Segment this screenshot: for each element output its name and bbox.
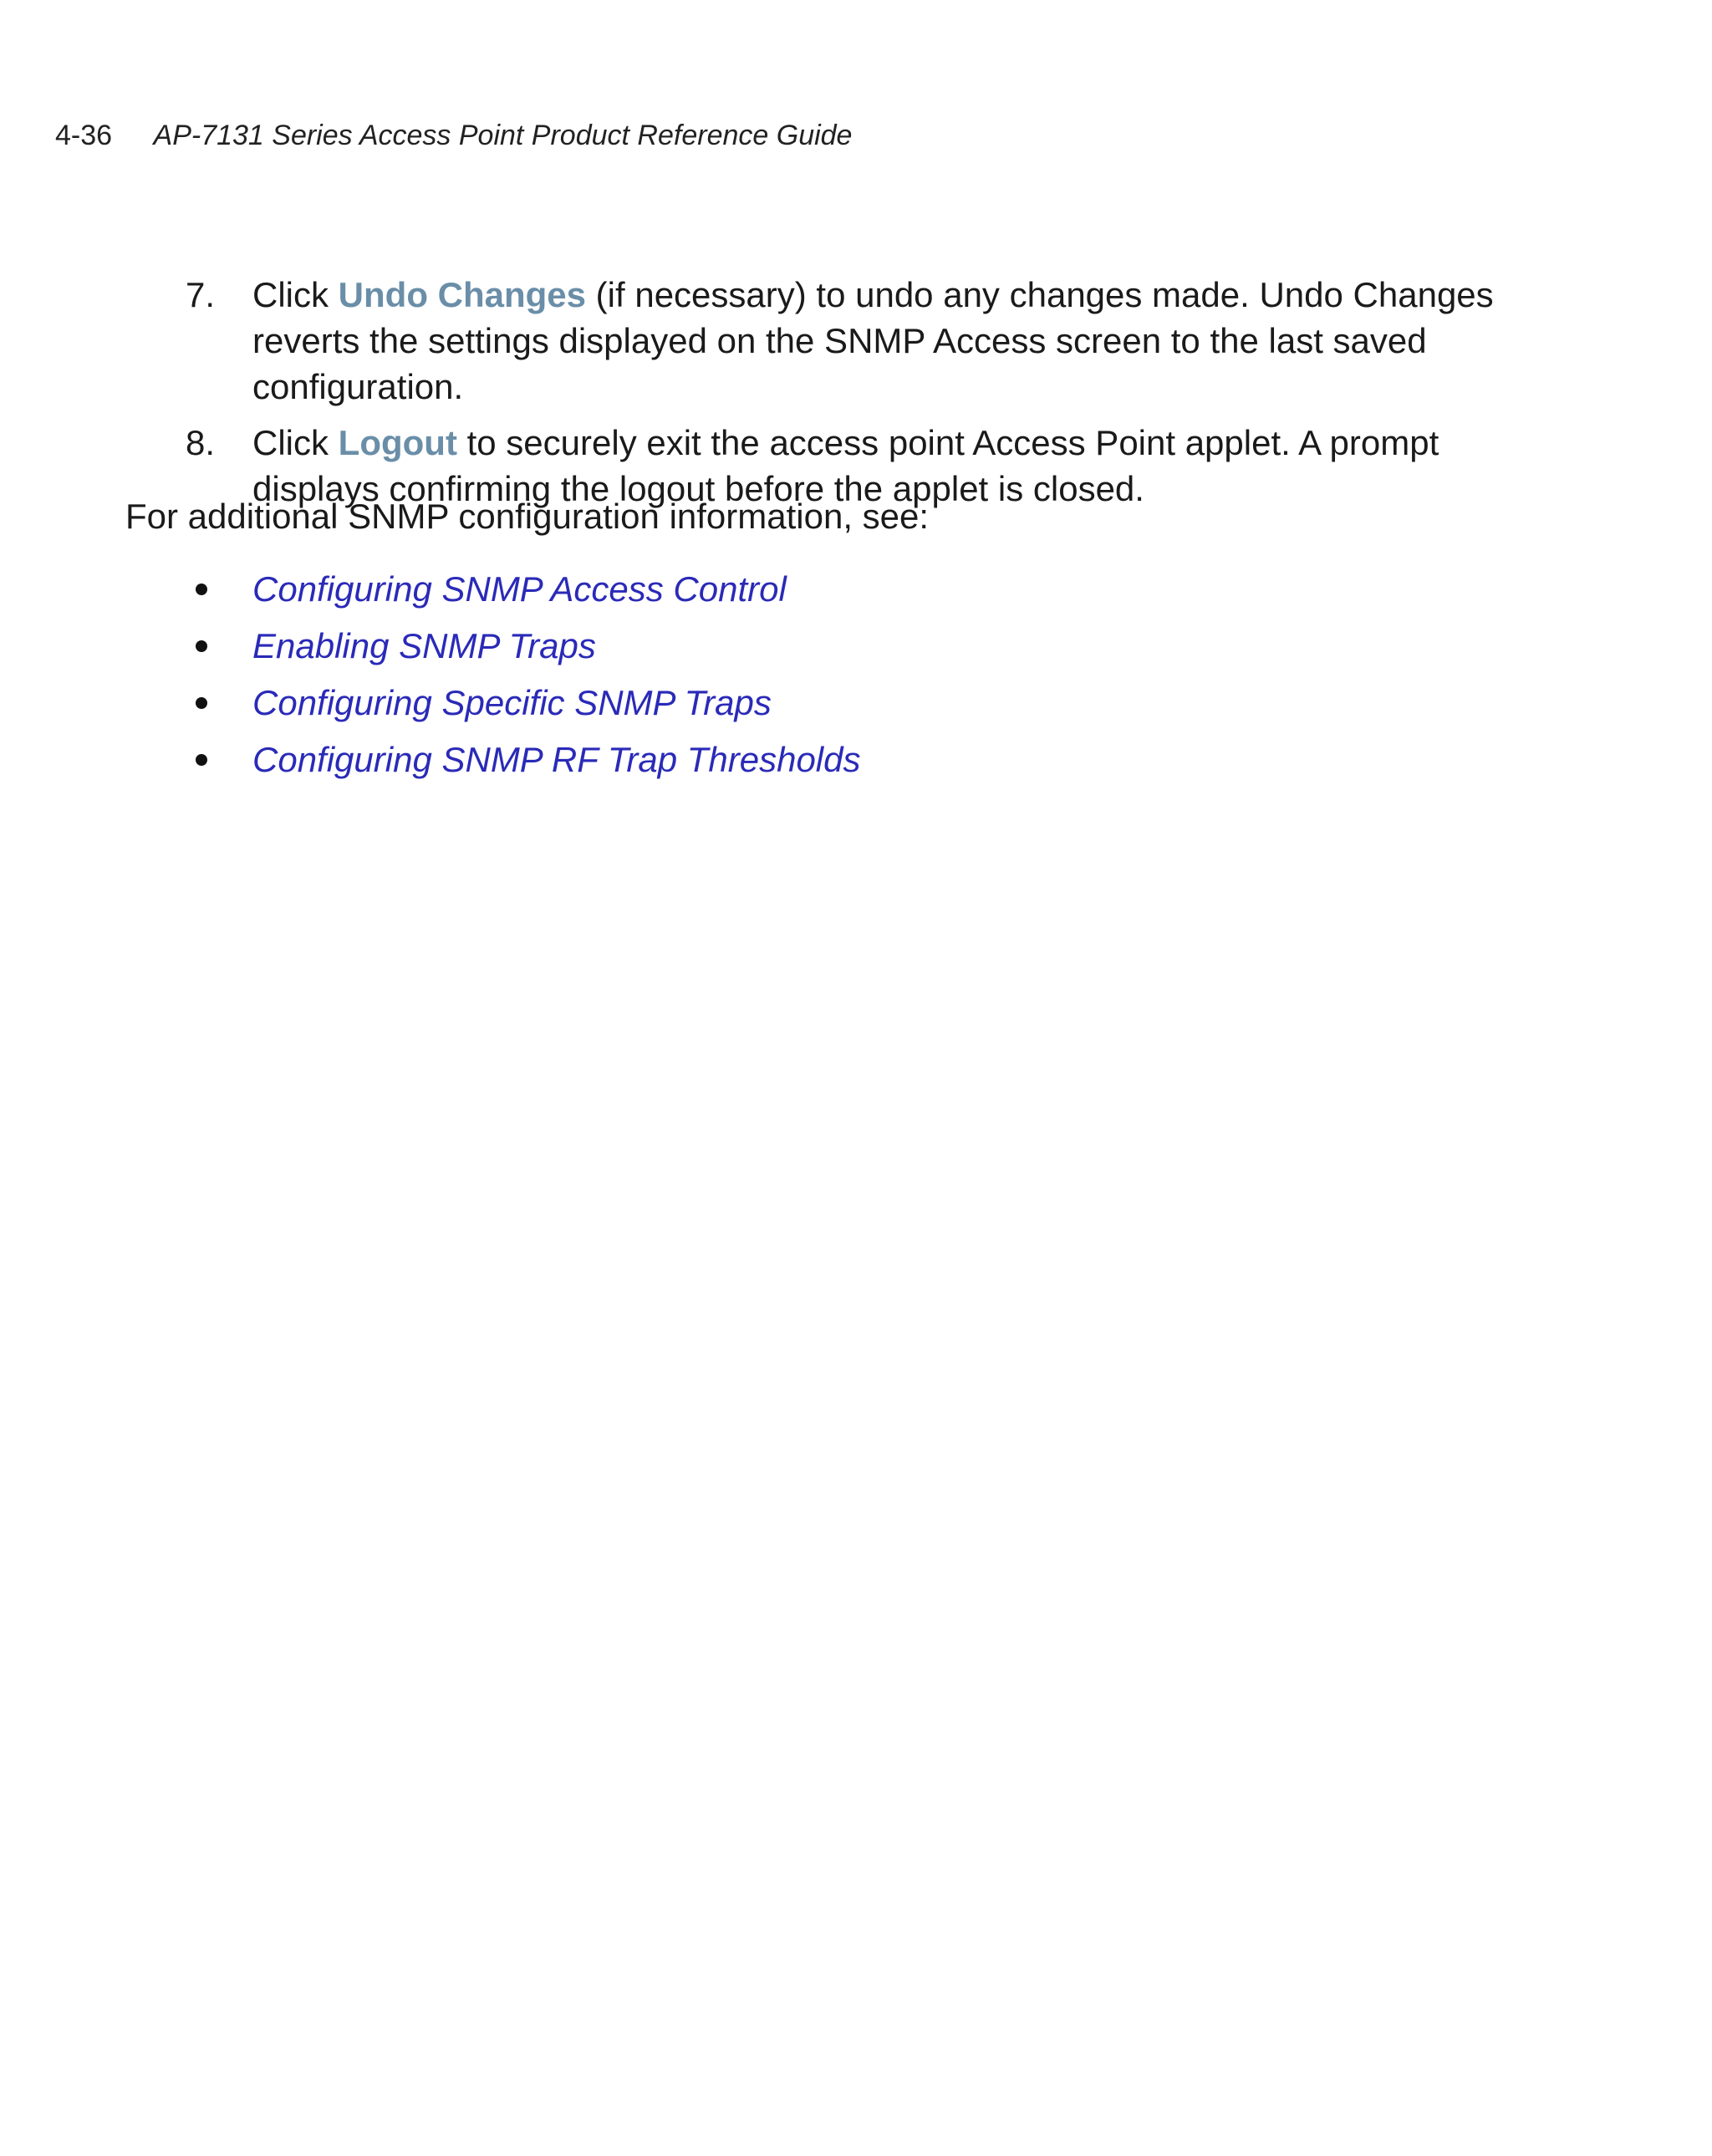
step-number: 8. bbox=[186, 423, 216, 462]
logout-term: Logout bbox=[338, 423, 457, 462]
see-also-list bbox=[186, 561, 861, 788]
page-number: 4-36 bbox=[55, 120, 113, 151]
step-text-after: to securely exit the access point Access Point applet. A prompt displays confirming the logout before the applet is closed. bbox=[252, 423, 1439, 508]
link-configuring-snmp-access-control[interactable]: Configuring SNMP Access Control bbox=[252, 569, 787, 609]
bullet-icon bbox=[186, 584, 252, 595]
step-number: 7. bbox=[186, 275, 216, 314]
link-configuring-snmp-rf-trap-thresholds[interactable]: Configuring SNMP RF Trap Thresholds bbox=[252, 740, 861, 779]
list-item bbox=[186, 675, 861, 731]
undo-changes-term: Undo Changes bbox=[338, 275, 587, 314]
link-enabling-snmp-traps[interactable]: Enabling SNMP Traps bbox=[252, 626, 596, 665]
step-text-before: Click bbox=[252, 275, 339, 314]
step-list bbox=[186, 272, 1557, 522]
step-text-after: (if necessary) to undo any changes made. Undo Changes reverts the settings displayed on the SNMP Access screen to the last saved configuration. bbox=[252, 275, 1494, 406]
step-text bbox=[252, 272, 1557, 410]
bullet-icon bbox=[186, 754, 252, 766]
list-item bbox=[186, 561, 861, 618]
see-also-intro: For additional SNMP configuration information, see: bbox=[125, 497, 930, 536]
guide-title: AP-7131 Series Access Point Product Reference Guide bbox=[153, 120, 853, 151]
bullet-icon bbox=[186, 640, 252, 652]
link-configuring-specific-snmp-traps[interactable]: Configuring Specific SNMP Traps bbox=[252, 683, 772, 722]
step-text-before: Click bbox=[252, 423, 339, 462]
list-item bbox=[186, 731, 861, 788]
bullet-icon bbox=[186, 697, 252, 709]
page-header bbox=[55, 117, 852, 154]
list-item bbox=[186, 618, 861, 675]
step-item bbox=[186, 272, 1557, 410]
